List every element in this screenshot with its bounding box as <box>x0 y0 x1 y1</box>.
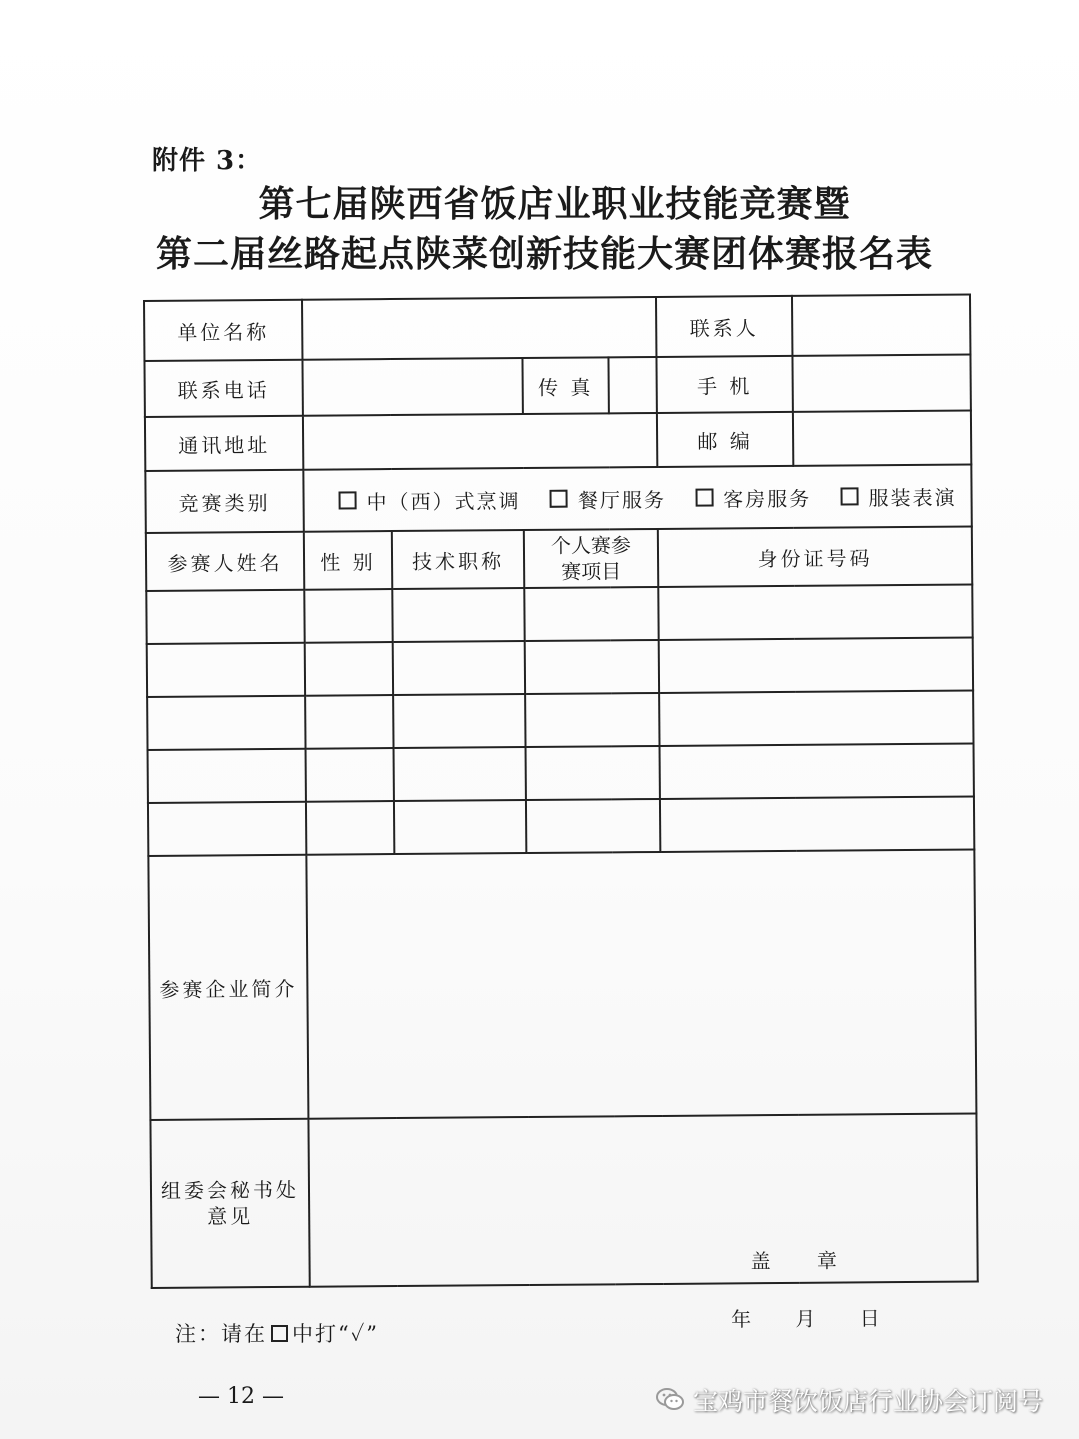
wechat-icon <box>655 1387 685 1413</box>
gender-cell[interactable] <box>306 801 394 855</box>
title-cell[interactable] <box>393 641 525 695</box>
title-cell[interactable] <box>394 747 526 801</box>
company-intro-label: 参赛企业简介 <box>148 855 308 1120</box>
id-number-header: 身份证号码 <box>658 526 972 586</box>
individual-item-cell[interactable] <box>524 587 658 641</box>
option-restaurant-service[interactable] <box>550 483 666 513</box>
participant-name-header: 参赛人姓名 <box>146 532 304 591</box>
committee-opinion-label: 组委会秘书处 意见 <box>150 1119 309 1288</box>
option-chinese-western-cooking[interactable] <box>338 485 520 515</box>
table-row <box>147 690 973 749</box>
participant-name-cell[interactable] <box>146 590 304 644</box>
participant-name-cell[interactable] <box>148 802 306 856</box>
table-row <box>148 796 974 855</box>
table-row <box>148 849 976 1119</box>
mobile-label: 手 机 <box>656 356 792 413</box>
unit-name-label: 单位名称 <box>144 300 302 361</box>
date-label: 年 月 日 <box>730 1306 882 1332</box>
individual-item-header: 个人赛参 赛项目 <box>524 529 658 588</box>
table-row <box>147 637 973 696</box>
address-field[interactable] <box>303 413 657 470</box>
phone-label: 联系电话 <box>144 360 302 417</box>
table-row <box>150 1113 977 1287</box>
footnote-suffix: 中打“✓” <box>292 1322 380 1346</box>
mobile-field[interactable] <box>792 355 970 412</box>
option-label: 餐厅服务 <box>577 487 667 513</box>
committee-opinion-field[interactable] <box>308 1113 977 1332</box>
unit-name-field[interactable] <box>302 297 656 360</box>
company-intro-field[interactable] <box>306 849 976 1118</box>
category-options <box>303 464 971 531</box>
option-label: 服装表演 <box>868 485 957 510</box>
form-title-line-1: 第七届陕西省饭店业职业技能竞赛暨 <box>258 184 851 225</box>
watermark-text: 宝鸡市餐饮饭店行业协会订阅号 <box>692 1387 1043 1416</box>
gender-cell[interactable] <box>304 589 392 643</box>
title-header: 技术职称 <box>392 530 524 589</box>
table-header-row <box>146 526 972 590</box>
checkbox[interactable] <box>339 491 357 509</box>
participant-name-cell[interactable] <box>148 749 306 803</box>
form-title-line-2: 第二届丝路起点陕菜创新技能大赛团体赛报名表 <box>155 234 933 275</box>
title-cell[interactable] <box>392 588 524 642</box>
id-number-cell[interactable] <box>659 690 973 745</box>
footnote-prefix: 注：请在 <box>175 1322 267 1346</box>
table-row <box>145 464 971 532</box>
gender-cell[interactable] <box>305 695 393 749</box>
individual-item-cell[interactable] <box>526 746 660 800</box>
individual-item-cell[interactable] <box>525 693 659 747</box>
table-row <box>148 743 974 802</box>
table-row <box>144 355 970 417</box>
postcode-label: 邮 编 <box>657 412 793 467</box>
checkbox[interactable] <box>550 490 568 508</box>
id-number-cell[interactable] <box>660 743 974 798</box>
category-label: 竞赛类别 <box>145 470 303 533</box>
gender-cell[interactable] <box>306 748 394 802</box>
option-fashion-show[interactable] <box>840 481 956 511</box>
title-cell[interactable] <box>394 800 526 854</box>
option-housekeeping-service[interactable] <box>695 482 811 512</box>
contact-person-field[interactable] <box>792 295 970 356</box>
stamp-label: 盖 章 <box>750 1248 858 1274</box>
checkbox-symbol <box>271 1325 288 1342</box>
fax-field[interactable] <box>608 357 656 413</box>
phone-field[interactable] <box>302 358 522 416</box>
table-row <box>144 295 970 361</box>
id-number-cell[interactable] <box>660 796 974 851</box>
id-number-cell[interactable] <box>658 584 972 639</box>
watermark <box>655 1382 1043 1418</box>
checkbox[interactable] <box>695 489 713 507</box>
page-number: — 12 — <box>198 1384 284 1409</box>
option-label: 中（西）式烹调 <box>366 488 521 514</box>
table-row <box>145 411 971 471</box>
registration-table <box>143 293 979 1332</box>
checkbox[interactable] <box>840 487 858 505</box>
participant-name-cell[interactable] <box>147 696 305 750</box>
title-cell[interactable] <box>393 694 525 748</box>
individual-item-cell[interactable] <box>526 799 660 853</box>
postcode-field[interactable] <box>793 411 971 466</box>
footnote <box>175 1318 379 1348</box>
table-row <box>146 584 972 643</box>
id-number-cell[interactable] <box>659 637 973 692</box>
gender-cell[interactable] <box>305 642 393 696</box>
individual-item-cell[interactable] <box>525 640 659 694</box>
attachment-label: 附件 3： <box>152 146 263 176</box>
fax-label: 传 真 <box>522 357 608 414</box>
participant-name-cell[interactable] <box>147 643 305 697</box>
contact-person-label: 联系人 <box>656 296 792 357</box>
registration-form <box>143 294 977 1332</box>
address-label: 通讯地址 <box>145 416 303 471</box>
option-label: 客房服务 <box>723 486 812 511</box>
gender-header: 性 别 <box>304 531 392 590</box>
